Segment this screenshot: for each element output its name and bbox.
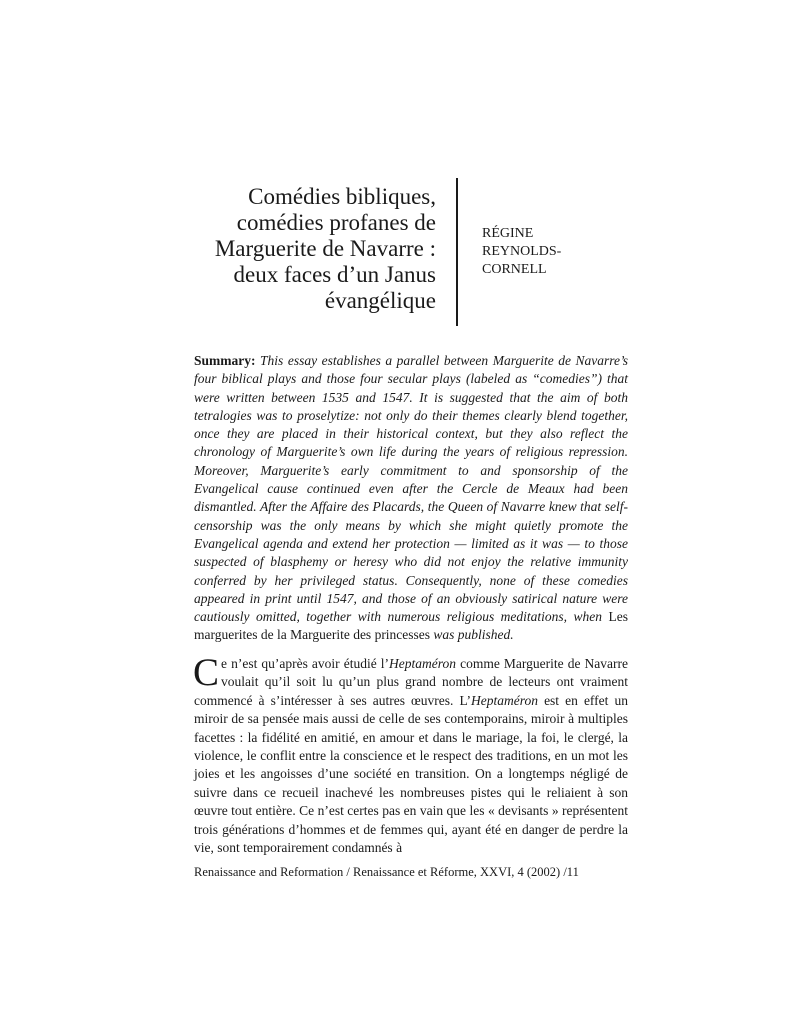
title-divider [456,178,458,326]
cited-title: Les marguerites de la Marguerite des princesses [194,609,628,643]
summary-abstract [194,352,628,645]
body-text-part: e n’est qu’après avoir étudié l’ [221,656,390,671]
body-text-part: comme Marguerite de Navarre voulait qu’il soit lu qu’un plus grand nombre de lecteurs ont vraiment commencé à s’intéresser à ses autres œuvres. L’ [194,656,628,708]
body-text-part: est en effet un miroir de sa pensée mais aussi de celle de ses contemporains, miroir à multiples facettes : la fidélité en amitié, en amour et dans le mariage, la foi, le clergé, la violence, le conflit entre la conscience et le respect des traditions, en un mot les joies et les angoisses d’une société en transition. On a longtemps négligé de suivre dans ce recueil inachevé les nombreuses pistes qui le reliaient à son œuvre tout entière. Ce n’est certes pas en vain que les « devisants » représentent trois générations d’hommes et de femmes qui, ayant été en danger de perdre la vie, sont temporairement condamnés à [194,692,628,856]
title-line: comédies profanes de [236,210,436,235]
summary-label: Summary: [194,353,256,368]
title-line: Marguerite de Navarre : [214,236,436,261]
summary-text-part: was published. [433,627,514,643]
author-line: CORNELL [482,262,547,277]
author-line: RÉGINE [482,226,534,241]
summary-text-part: This essay establishes a parallel between Marguerite de Navarre’s four biblical plays and those four secular plays (labeled as “comedies”) that were written between 1535 and 1547. It is suggested that the aim of both tetralogies was to proselytize: not only do their themes clearly blend together, once they are placed in their historical context, but they also reflect the chronology of Marguerite’s own life during the years of religious repression. Moreover, Marguerite’s early commitment to and sponsorship of the Evangelical cause continued even after the Cercle de Meaux had been dismantled. After the Affaire des Placards, the Queen of Navarre knew that self-censorship was the only means by which she might quietly promote the Evangelical agenda and extend her protection — limited as it was — to those suspected of blasphemy or heresy who did not enjoy the relative immunity conferred by her privileged status. Consequently, none of these comedies appeared in print until 1547, and those of an obviously satirical nature were cautiously omitted, together with numerous religious meditations, when [194,353,628,625]
page-footer: Renaissance and Reformation / Renaissance et Réforme, XXVI, 4 (2002) /11 [194,865,579,879]
title-line: deux faces d’un Janus [233,262,436,287]
article-title [150,184,436,314]
drop-cap: C [193,651,220,694]
title-line: Comédies bibliques, [248,184,436,209]
author-name [482,225,561,279]
title-line: évangélique [324,288,436,313]
author-line: REYNOLDS- [482,244,562,259]
summary-text [194,353,628,642]
work-title: Heptaméron [389,656,457,671]
work-title: Heptaméron [471,692,538,708]
body-paragraph [193,651,628,857]
